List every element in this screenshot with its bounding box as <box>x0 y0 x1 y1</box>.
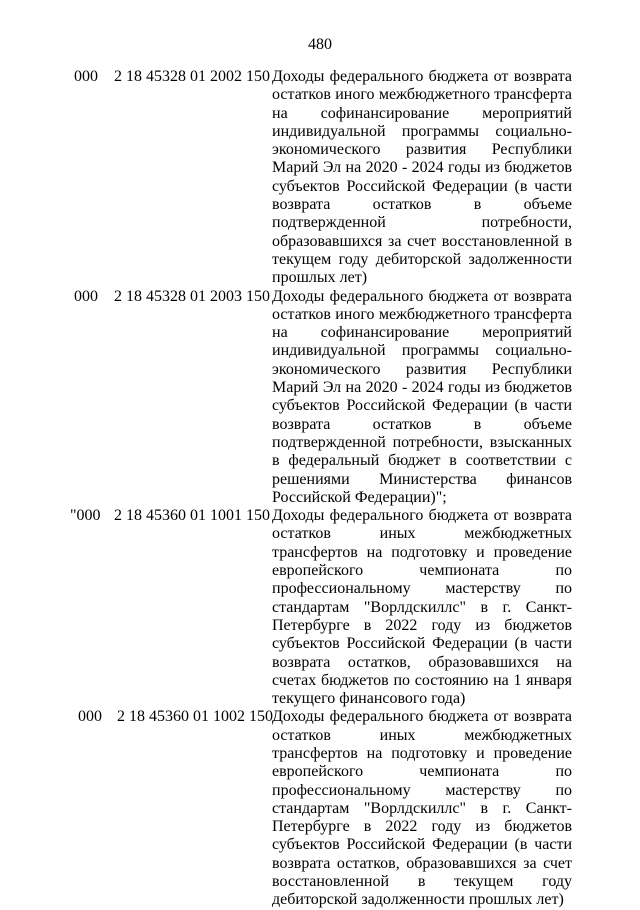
budget-classification-code: 2 18 45360 01 1002 150 <box>117 708 273 726</box>
admin-code: 000 <box>74 68 98 85</box>
admin-code: 000 <box>78 708 102 726</box>
income-description: Доходы федерального бюджета от возврата остатков иного межбюджетного трансферта на софинансирование мероприятий индивидуальной программы социально-экономического развития Республики Марий Эл на 2020 - 2024 годы из бюджетов субъектов Российской Федерации (в части возврата остатков в объеме подтвержденной потребности, образовавшихся за счет восстановленной в текущем году дебиторской задолженности прошлых лет) <box>272 68 572 287</box>
budget-code-list <box>0 68 640 910</box>
income-description: Доходы федерального бюджета от возврата остатков иных межбюджетных трансфертов на подготовку и проведение европейского чемпионата по профессиональному мастерству по стандартам "Ворлдскиллс" в г. Санкт-Петербурге в 2022 году из бюджетов субъектов Российской Федерации (в части возврата остатков, образовавшихся за счет восстановленной в текущем году дебиторской задолженности прошлых лет) <box>272 708 572 909</box>
page-number: 480 <box>308 36 332 53</box>
budget-code-entry <box>0 288 640 508</box>
budget-classification-code: 2 18 45328 01 2002 150 <box>114 68 270 85</box>
budget-code-entry <box>0 68 640 288</box>
budget-code-entry <box>0 708 640 909</box>
admin-code: 000 <box>74 287 98 305</box>
income-description: Доходы федерального бюджета от возврата остатков иного межбюджетного трансферта на софинансирование мероприятий индивидуальной программы социально-экономического развития Республики Марий Эл на 2020 - 2024 годы из бюджетов субъектов Российской Федерации (в части возврата остатков в объеме подтвержденной потребности, взысканных в федеральный бюджет в соответствии с решениями Министерства финансов Российской Федерации)"; <box>272 287 572 506</box>
budget-code-entry <box>0 507 640 708</box>
budget-classification-code: 2 18 45328 01 2003 150 <box>114 287 270 305</box>
budget-classification-code: 2 18 45360 01 1001 150 <box>114 507 270 525</box>
income-description: Доходы федерального бюджета от возврата остатков иных межбюджетных трансфертов на подготовку и проведение европейского чемпионата по профессиональному мастерству по стандартам "Ворлдскиллс" в г. Санкт-Петербурге в 2022 году из бюджетов субъектов Российской Федерации (в части возврата остатков, образовавшихся на счетах бюджетов по состоянию на 1 января текущего финансового года) <box>272 507 572 708</box>
admin-code: "000 <box>70 507 101 525</box>
